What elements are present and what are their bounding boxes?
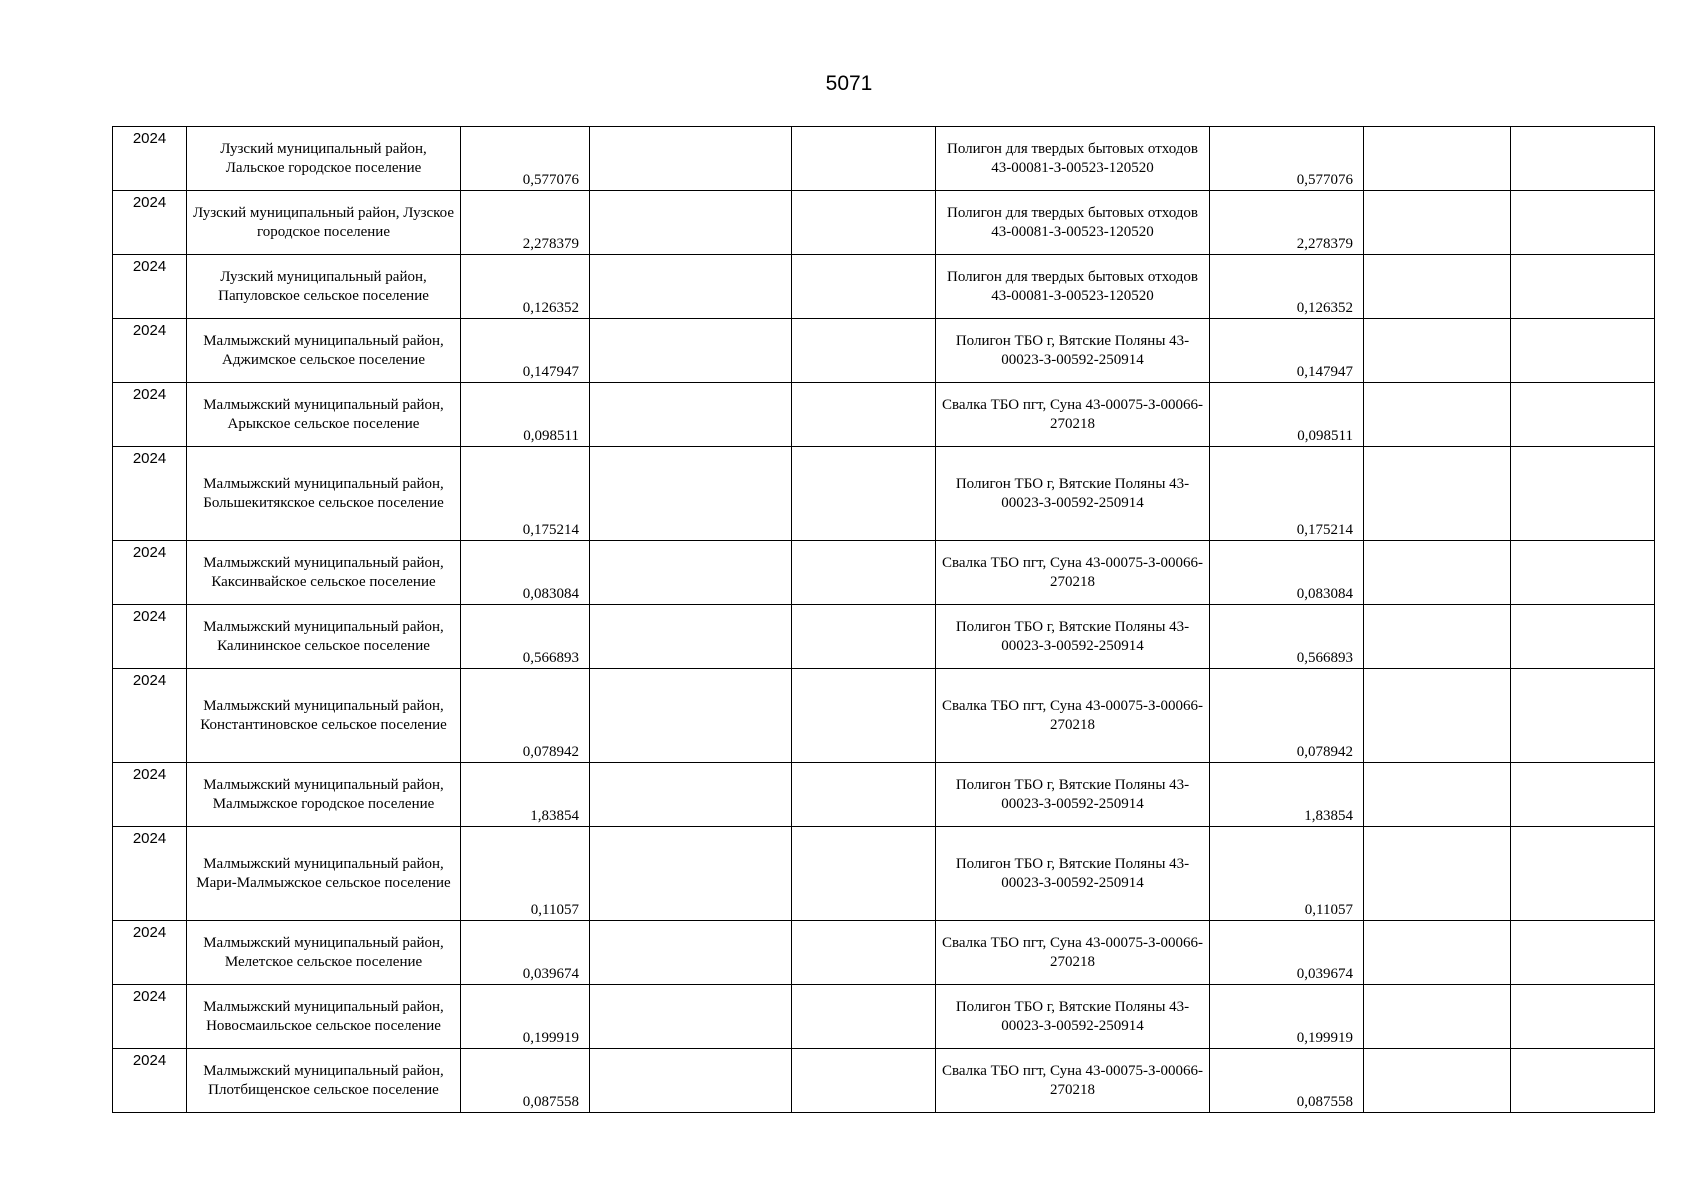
- year-cell: 2024: [113, 541, 187, 605]
- mass-cell: 0,566893: [461, 605, 590, 669]
- empty-cell: [792, 541, 936, 605]
- year-cell: 2024: [113, 921, 187, 985]
- empty-cell: [792, 921, 936, 985]
- facility-cell: Свалка ТБО пгт, Суна 43-00075-З-00066-270218: [936, 669, 1210, 763]
- table-row: [113, 605, 1655, 669]
- empty-cell: [1511, 127, 1655, 191]
- empty-cell: [1364, 1049, 1511, 1113]
- empty-cell: [1511, 383, 1655, 447]
- table-row: [113, 255, 1655, 319]
- facility-cell: Полигон ТБО г, Вятские Поляны 43-00023-З-00592-250914: [936, 827, 1210, 921]
- mass-cell: 0,199919: [461, 985, 590, 1049]
- placed-mass-cell: 0,577076: [1210, 127, 1364, 191]
- table-row: [113, 827, 1655, 921]
- year-cell: 2024: [113, 319, 187, 383]
- placed-mass-cell: 0,087558: [1210, 1049, 1364, 1113]
- placed-mass-cell: 0,147947: [1210, 319, 1364, 383]
- region-cell: Малмыжский муниципальный район, Мари-Малмыжское сельское поселение: [187, 827, 461, 921]
- facility-cell: Свалка ТБО пгт, Суна 43-00075-З-00066-270218: [936, 541, 1210, 605]
- placed-mass-cell: 0,175214: [1210, 447, 1364, 541]
- year-cell: 2024: [113, 447, 187, 541]
- page-number: 5071: [825, 72, 873, 95]
- year-cell: 2024: [113, 605, 187, 669]
- region-cell: Малмыжский муниципальный район, Каксинвайское сельское поселение: [187, 541, 461, 605]
- facility-cell: Полигон для твердых бытовых отходов 43-00081-З-00523-120520: [936, 255, 1210, 319]
- facility-cell: Полигон ТБО г, Вятские Поляны 43-00023-З-00592-250914: [936, 985, 1210, 1049]
- mass-cell: 0,11057: [461, 827, 590, 921]
- empty-cell: [1364, 827, 1511, 921]
- empty-cell: [1364, 191, 1511, 255]
- empty-cell: [1511, 669, 1655, 763]
- facility-cell: Полигон ТБО г, Вятские Поляны 43-00023-З-00592-250914: [936, 763, 1210, 827]
- empty-cell: [1511, 605, 1655, 669]
- empty-cell: [1511, 827, 1655, 921]
- region-cell: Малмыжский муниципальный район, Новосмаильское сельское поселение: [187, 985, 461, 1049]
- empty-cell: [590, 1049, 792, 1113]
- facility-cell: Полигон ТБО г, Вятские Поляны 43-00023-З-00592-250914: [936, 605, 1210, 669]
- region-cell: Малмыжский муниципальный район, Большекитякское сельское поселение: [187, 447, 461, 541]
- region-cell: Малмыжский муниципальный район, Константиновское сельское поселение: [187, 669, 461, 763]
- year-cell: 2024: [113, 191, 187, 255]
- empty-cell: [1511, 541, 1655, 605]
- empty-cell: [1511, 191, 1655, 255]
- mass-cell: 0,126352: [461, 255, 590, 319]
- mass-cell: 0,039674: [461, 921, 590, 985]
- table-row: [113, 763, 1655, 827]
- empty-cell: [792, 985, 936, 1049]
- table-body: [113, 127, 1655, 1113]
- empty-cell: [1511, 255, 1655, 319]
- empty-cell: [1511, 921, 1655, 985]
- empty-cell: [590, 605, 792, 669]
- mass-cell: 0,078942: [461, 669, 590, 763]
- empty-cell: [1511, 447, 1655, 541]
- year-cell: 2024: [113, 763, 187, 827]
- empty-cell: [1364, 383, 1511, 447]
- table-row: [113, 319, 1655, 383]
- region-cell: Малмыжский муниципальный район, Калининское сельское поселение: [187, 605, 461, 669]
- placed-mass-cell: 2,278379: [1210, 191, 1364, 255]
- empty-cell: [1511, 319, 1655, 383]
- empty-cell: [1364, 447, 1511, 541]
- empty-cell: [1364, 541, 1511, 605]
- mass-cell: 1,83854: [461, 763, 590, 827]
- empty-cell: [1364, 985, 1511, 1049]
- empty-cell: [1511, 985, 1655, 1049]
- table-row: [113, 669, 1655, 763]
- mass-cell: 0,087558: [461, 1049, 590, 1113]
- placed-mass-cell: 1,83854: [1210, 763, 1364, 827]
- empty-cell: [1364, 605, 1511, 669]
- year-cell: 2024: [113, 1049, 187, 1113]
- table-row: [113, 383, 1655, 447]
- year-cell: 2024: [113, 255, 187, 319]
- empty-cell: [590, 383, 792, 447]
- empty-cell: [1511, 763, 1655, 827]
- empty-cell: [1364, 127, 1511, 191]
- facility-cell: Полигон ТБО г, Вятские Поляны 43-00023-З-00592-250914: [936, 447, 1210, 541]
- mass-cell: 0,147947: [461, 319, 590, 383]
- year-cell: 2024: [113, 985, 187, 1049]
- waste-register-table: [112, 126, 1655, 1113]
- empty-cell: [590, 319, 792, 383]
- empty-cell: [792, 827, 936, 921]
- empty-cell: [792, 763, 936, 827]
- year-cell: 2024: [113, 127, 187, 191]
- region-cell: Лузский муниципальный район, Лузское городское поселение: [187, 191, 461, 255]
- region-cell: Малмыжский муниципальный район, Плотбищенское сельское поселение: [187, 1049, 461, 1113]
- region-cell: Малмыжский муниципальный район, Арыкское сельское поселение: [187, 383, 461, 447]
- mass-cell: 0,083084: [461, 541, 590, 605]
- region-cell: Малмыжский муниципальный район, Аджимское сельское поселение: [187, 319, 461, 383]
- table-row: [113, 1049, 1655, 1113]
- empty-cell: [590, 985, 792, 1049]
- empty-cell: [590, 669, 792, 763]
- table-row: [113, 191, 1655, 255]
- placed-mass-cell: 0,039674: [1210, 921, 1364, 985]
- placed-mass-cell: 0,126352: [1210, 255, 1364, 319]
- placed-mass-cell: 0,566893: [1210, 605, 1364, 669]
- facility-cell: Полигон ТБО г, Вятские Поляны 43-00023-З-00592-250914: [936, 319, 1210, 383]
- empty-cell: [590, 447, 792, 541]
- region-cell: Лузский муниципальный район, Лальское городское поселение: [187, 127, 461, 191]
- facility-cell: Полигон для твердых бытовых отходов 43-00081-З-00523-120520: [936, 191, 1210, 255]
- table-row: [113, 921, 1655, 985]
- empty-cell: [1364, 255, 1511, 319]
- empty-cell: [792, 191, 936, 255]
- empty-cell: [1364, 763, 1511, 827]
- empty-cell: [590, 541, 792, 605]
- empty-cell: [590, 827, 792, 921]
- empty-cell: [1364, 669, 1511, 763]
- region-cell: Лузский муниципальный район, Папуловское сельское поселение: [187, 255, 461, 319]
- table-row: [113, 985, 1655, 1049]
- empty-cell: [792, 1049, 936, 1113]
- placed-mass-cell: 0,083084: [1210, 541, 1364, 605]
- mass-cell: 0,098511: [461, 383, 590, 447]
- empty-cell: [792, 383, 936, 447]
- table-row: [113, 447, 1655, 541]
- empty-cell: [792, 319, 936, 383]
- region-cell: Малмыжский муниципальный район, Малмыжское городское поселение: [187, 763, 461, 827]
- region-cell: Малмыжский муниципальный район, Мелетское сельское поселение: [187, 921, 461, 985]
- facility-cell: Полигон для твердых бытовых отходов 43-00081-З-00523-120520: [936, 127, 1210, 191]
- empty-cell: [590, 127, 792, 191]
- empty-cell: [590, 763, 792, 827]
- year-cell: 2024: [113, 827, 187, 921]
- year-cell: 2024: [113, 383, 187, 447]
- empty-cell: [792, 127, 936, 191]
- mass-cell: 0,175214: [461, 447, 590, 541]
- empty-cell: [1511, 1049, 1655, 1113]
- empty-cell: [792, 255, 936, 319]
- empty-cell: [590, 255, 792, 319]
- empty-cell: [792, 605, 936, 669]
- mass-cell: 0,577076: [461, 127, 590, 191]
- mass-cell: 2,278379: [461, 191, 590, 255]
- empty-cell: [590, 191, 792, 255]
- placed-mass-cell: 0,098511: [1210, 383, 1364, 447]
- facility-cell: Свалка ТБО пгт, Суна 43-00075-З-00066-270218: [936, 1049, 1210, 1113]
- placed-mass-cell: 0,199919: [1210, 985, 1364, 1049]
- facility-cell: Свалка ТБО пгт, Суна 43-00075-З-00066-270218: [936, 921, 1210, 985]
- placed-mass-cell: 0,11057: [1210, 827, 1364, 921]
- table-row: [113, 541, 1655, 605]
- empty-cell: [1364, 921, 1511, 985]
- year-cell: 2024: [113, 669, 187, 763]
- empty-cell: [792, 669, 936, 763]
- placed-mass-cell: 0,078942: [1210, 669, 1364, 763]
- table-row: [113, 127, 1655, 191]
- empty-cell: [1364, 319, 1511, 383]
- empty-cell: [590, 921, 792, 985]
- facility-cell: Свалка ТБО пгт, Суна 43-00075-З-00066-270218: [936, 383, 1210, 447]
- empty-cell: [792, 447, 936, 541]
